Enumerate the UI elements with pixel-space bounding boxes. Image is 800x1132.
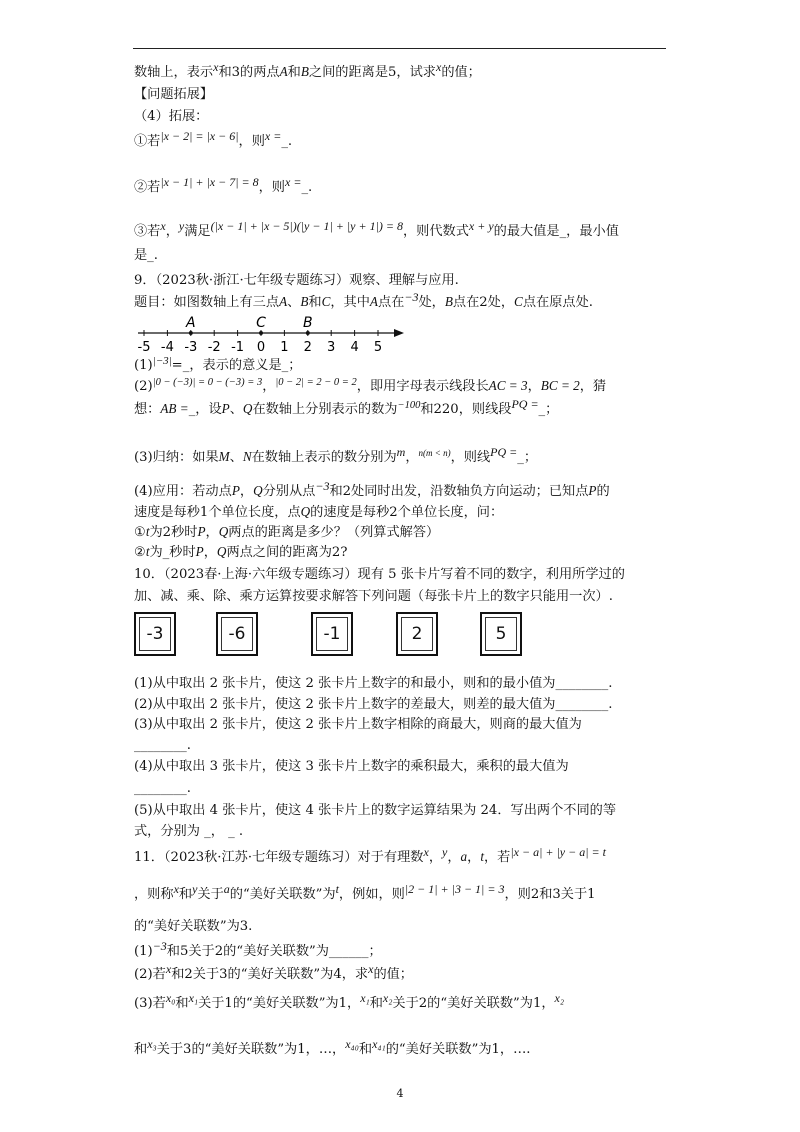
number-line-point-label: A	[186, 315, 196, 331]
text: ，则称	[134, 887, 174, 902]
number-card	[480, 612, 522, 656]
point-q: Q	[218, 524, 229, 539]
var-a: a	[460, 849, 468, 864]
text: 和	[369, 996, 383, 1011]
var-x: x =	[264, 129, 282, 143]
text: 和2处同时出发，沿数轴负方向运动；已知点	[329, 484, 589, 499]
var-y: y	[192, 882, 198, 896]
card-value: -1	[316, 617, 348, 651]
equation: |x − 1| + |x − 7| = 8	[160, 175, 259, 189]
text: 的值；	[441, 65, 481, 80]
text: ，	[467, 850, 481, 865]
text: ，则2和3关于1	[504, 887, 596, 902]
q10-part3: (3)从中取出 2 张卡片，使这 2 张卡片上数字相除的商最大，则商的最大值为	[134, 717, 582, 732]
var-x: x	[173, 882, 179, 896]
text: 和	[287, 65, 301, 80]
text: 的值；	[373, 967, 413, 982]
text: ，	[239, 484, 254, 499]
point-q: Q	[216, 544, 227, 559]
point-c: C	[514, 294, 523, 309]
var-y: y	[442, 845, 448, 859]
text: ，猜	[579, 379, 607, 394]
intro-line	[134, 60, 481, 82]
number-card	[216, 612, 258, 656]
text: ，	[405, 450, 419, 465]
point-c: C	[321, 294, 331, 309]
expand-item-1	[134, 129, 293, 151]
text: (3)归纳：如果	[134, 450, 219, 465]
text: 之间的距离是5，试求	[308, 65, 436, 80]
equation: |0 − 2| = 2 − 0 = 2	[275, 377, 357, 388]
text: (1)	[134, 358, 153, 373]
text: (4)应用：若动点	[134, 484, 232, 499]
q10-part5-cont: 式，分别为 _， _ .	[134, 824, 244, 839]
point-p: P	[197, 524, 206, 539]
point-p: P	[221, 401, 230, 416]
text: _.	[281, 134, 293, 149]
page-number: 4	[396, 1087, 404, 1100]
equation: |x − a| + |y − a| = t	[510, 845, 606, 859]
text: 在数轴上表示的数分别为	[251, 450, 397, 465]
q11-part3	[134, 991, 565, 1013]
number-line-tick-label: 4	[350, 340, 359, 355]
text: (1)	[134, 944, 153, 959]
text: (3)若	[134, 996, 166, 1011]
var-t: t	[145, 544, 150, 559]
q9-part2	[134, 377, 606, 397]
text: 和	[134, 1042, 148, 1057]
condition: n(m < n)	[418, 448, 451, 458]
text: ，	[165, 224, 179, 239]
text: ，	[205, 525, 219, 540]
var-x: x	[213, 60, 219, 74]
point-n: N	[242, 449, 252, 464]
var-a: a	[223, 882, 230, 896]
text: 关于2的“美好关联数”为1，	[392, 996, 555, 1011]
q9-part4-cont	[134, 503, 503, 522]
number-line-tick-label: -3	[184, 340, 198, 355]
text: 和3的两点	[218, 65, 280, 80]
text: 为2秒时	[149, 525, 198, 540]
number-line-tick-label: 1	[280, 340, 289, 355]
text: 的最大值是_，最小值	[493, 224, 619, 239]
text: 和5关于2的“美好关联数”为______；	[166, 944, 382, 959]
var-x: x	[423, 845, 429, 859]
q9-part2-cont	[134, 397, 559, 420]
var-x: x	[368, 962, 374, 976]
q11-part2	[134, 962, 413, 984]
number-line-tick-label: 3	[327, 340, 336, 355]
number-line-tick-label: 5	[373, 340, 383, 355]
text: ，	[447, 850, 461, 865]
equation: AB =	[160, 401, 189, 416]
var-x1: x₁	[360, 991, 370, 1005]
text: ，即用字母表示线段长	[356, 379, 489, 394]
var-x: x	[435, 60, 442, 74]
text: 题目：如图数轴上有三点	[134, 295, 280, 310]
text: 点在	[377, 295, 405, 310]
text: (2)若	[134, 967, 166, 982]
number-line-point	[189, 331, 193, 335]
text: 想：	[134, 402, 161, 417]
header-rule	[133, 48, 666, 49]
point-p: P	[588, 483, 597, 498]
text: 和	[358, 1042, 373, 1057]
text: ，其中	[330, 295, 370, 310]
number-line-point-label: C	[256, 315, 266, 331]
q11-definition	[134, 882, 596, 904]
text: _；	[538, 402, 559, 417]
text: 和	[175, 996, 189, 1011]
text: 分别从点	[262, 484, 316, 499]
q9-part4-q1	[134, 523, 439, 542]
number-line-tick-label: -2	[207, 340, 221, 355]
text: 和220，则线段	[420, 402, 512, 417]
text: 处，	[418, 295, 445, 310]
var-m: m	[396, 445, 406, 459]
expand-item-3-cont: 是_.	[134, 248, 158, 263]
point-p: P	[195, 544, 204, 559]
equation: PQ =	[490, 445, 518, 459]
card-value: -6	[221, 617, 253, 651]
text: 满足	[184, 224, 211, 239]
text: ①若	[134, 134, 161, 149]
var-t: t	[480, 849, 484, 864]
var-x1: x₁	[188, 991, 199, 1005]
text: ，	[203, 545, 217, 560]
text: ，若	[483, 850, 511, 865]
var-t: t	[145, 524, 150, 539]
point-q: Q	[300, 504, 311, 519]
text: 两点之间的距离为2?	[226, 545, 348, 560]
text: ②若	[134, 180, 161, 195]
card-value: 5	[485, 617, 517, 651]
q10-part3-cont: ________.	[134, 738, 191, 753]
point-q: Q	[242, 401, 253, 416]
text: 数轴上，表示	[134, 65, 214, 80]
number-line-point	[259, 331, 263, 335]
text: ②	[134, 545, 146, 560]
text: _.	[301, 180, 313, 195]
equation: |x − 2| = |x − 6|	[160, 129, 239, 143]
equation: |2 − 1| + |3 − 1| = 3	[404, 882, 505, 896]
text: ，则	[238, 134, 265, 149]
value: −3	[315, 479, 330, 493]
text: 、	[287, 295, 301, 310]
var-x40: x₄₀	[345, 1037, 359, 1051]
q10-part1: (1)从中取出 2 张卡片，使这 2 张卡片上数字的和最小，则和的最小值为________.	[134, 676, 613, 691]
var-x: x =	[285, 175, 302, 189]
text: _，设	[188, 402, 222, 417]
q9-part1	[134, 357, 301, 375]
equation: AC = 3	[488, 378, 528, 393]
q9-topic	[134, 290, 593, 312]
text: (2)	[134, 379, 153, 394]
number-line-tick-label: -5	[137, 340, 151, 355]
point-b: B	[444, 294, 453, 309]
var-x: x	[165, 962, 172, 976]
expand-item-3	[134, 219, 619, 241]
q9-part4	[134, 479, 610, 501]
q11-part1	[134, 939, 382, 961]
text: ，	[527, 379, 541, 394]
number-card	[311, 612, 353, 656]
q11-part3-cont	[134, 1037, 531, 1059]
q10-part4-cont: ________.	[134, 781, 191, 796]
number-line-tick-label: -4	[160, 340, 174, 355]
q9-heading: 9．（2023秋·浙江·七年级专题练习）观察、理解与应用.	[134, 273, 459, 288]
text: =_，表示的意义是_；	[171, 358, 302, 373]
point-a: A	[279, 64, 288, 79]
text: 的	[596, 484, 610, 499]
number-line-point-label: B	[302, 315, 313, 331]
var-y: y	[178, 219, 185, 233]
var-t: t	[335, 882, 339, 896]
equation: (|x − 1| + |x − 5|)(|y − 1| + |y + 1|) = 8	[210, 219, 403, 233]
var-x41: x₄₁	[372, 1037, 386, 1051]
text: 、	[229, 402, 243, 417]
text: 的速度是每秒2个单位长度，问：	[310, 505, 504, 520]
text: ，则	[258, 180, 285, 195]
text: 两点的距离是多少？（列算式解答）	[228, 525, 440, 540]
text: ，则代数式	[402, 224, 469, 239]
text: 在数轴上分别表示的数为	[252, 402, 398, 417]
text: 关于1的“美好关联数”为1，	[198, 996, 361, 1011]
number-line-point	[306, 331, 310, 335]
var-x2: x₂	[554, 991, 565, 1005]
q11-heading	[134, 845, 606, 867]
point-a: A	[369, 294, 378, 309]
card-value: 2	[401, 617, 433, 651]
text: 为_秒时	[149, 545, 196, 560]
number-line	[132, 312, 412, 358]
text: ③若	[134, 224, 161, 239]
text: 速度是每秒1个单位长度，点	[134, 505, 301, 520]
text: ，	[428, 850, 443, 865]
var-x2: x₂	[382, 991, 393, 1005]
number-line-arrow	[394, 329, 404, 337]
text: 和	[178, 887, 193, 902]
text: 点在原点处.	[522, 295, 593, 310]
point-p: P	[231, 483, 240, 498]
q10-part4: (4)从中取出 3 张卡片，使这 3 张卡片上数字的乘积最大，乘积的最大值为	[134, 759, 569, 774]
q9-part4-q2	[134, 543, 347, 562]
text: ①	[134, 525, 146, 540]
q10-heading-cont: 加、减、乘、除、乘方运算按要求解答下列问题（每张卡片上的数字只能用一次）.	[134, 589, 613, 604]
text: 的“美好关联数”为1，….	[385, 1042, 531, 1057]
text: 点在2处，	[452, 295, 515, 310]
expand-heading: 【问题拓展】	[134, 87, 214, 102]
q9-part3	[134, 445, 538, 467]
point-a: A	[279, 294, 288, 309]
value: −3	[404, 290, 419, 304]
text: 关于3的“美好关联数”为1，…，	[156, 1042, 346, 1057]
text: ，例如，则	[338, 887, 405, 902]
text: ，则线	[450, 450, 491, 465]
point-b: B	[300, 64, 309, 79]
number-line-tick-label: -1	[231, 340, 245, 355]
q11-definition-cont: 的“美好关联数”为3.	[134, 919, 253, 934]
number-card	[134, 612, 176, 656]
number-line-tick-label: 2	[303, 340, 312, 355]
text: 的“美好关联数”为	[229, 887, 336, 902]
q10-part5: (5)从中取出 4 张卡片，使这 4 张卡片上的数字运算结果为 24．写出两个不同的等	[134, 803, 617, 818]
abs-value: |−3|	[152, 355, 172, 367]
text: ，	[262, 379, 276, 394]
expand-item-2	[134, 175, 313, 197]
q10-part2: (2)从中取出 2 张卡片，使这 2 张卡片上数字的差最大，则差的最大值为________.	[134, 697, 613, 712]
number-line-tick-label: 0	[256, 340, 266, 355]
var-x: x	[160, 219, 166, 233]
card-value: -3	[139, 617, 171, 651]
expand-sub: （4）拓展：	[134, 109, 209, 124]
text: 关于	[197, 887, 224, 902]
equation: BC = 2	[540, 378, 580, 393]
point-m: M	[218, 449, 230, 464]
point-q: Q	[253, 483, 263, 498]
text: _；	[517, 450, 538, 465]
text: 和	[308, 295, 322, 310]
value: −100	[397, 400, 421, 411]
equation: PQ =	[511, 397, 539, 411]
var-x0: x₀	[165, 991, 176, 1005]
var-x3: x₃	[147, 1037, 157, 1051]
expression: x + y	[468, 219, 494, 233]
text: 和2关于3的“美好关联数”为4，求	[171, 967, 369, 982]
text: 11．（2023秋·江苏·七年级专题练习）对于有理数	[134, 850, 424, 865]
number-card	[396, 612, 438, 656]
q10-heading: 10．（2023春·上海·六年级专题练习）现有 5 张卡片写着不同的数字，利用所学过的	[134, 567, 625, 582]
point-b: B	[300, 294, 309, 309]
text: 、	[229, 450, 243, 465]
equation: |0 − (−3)| = 0 − (−3) = 3	[152, 377, 263, 388]
value: −3	[152, 939, 167, 953]
